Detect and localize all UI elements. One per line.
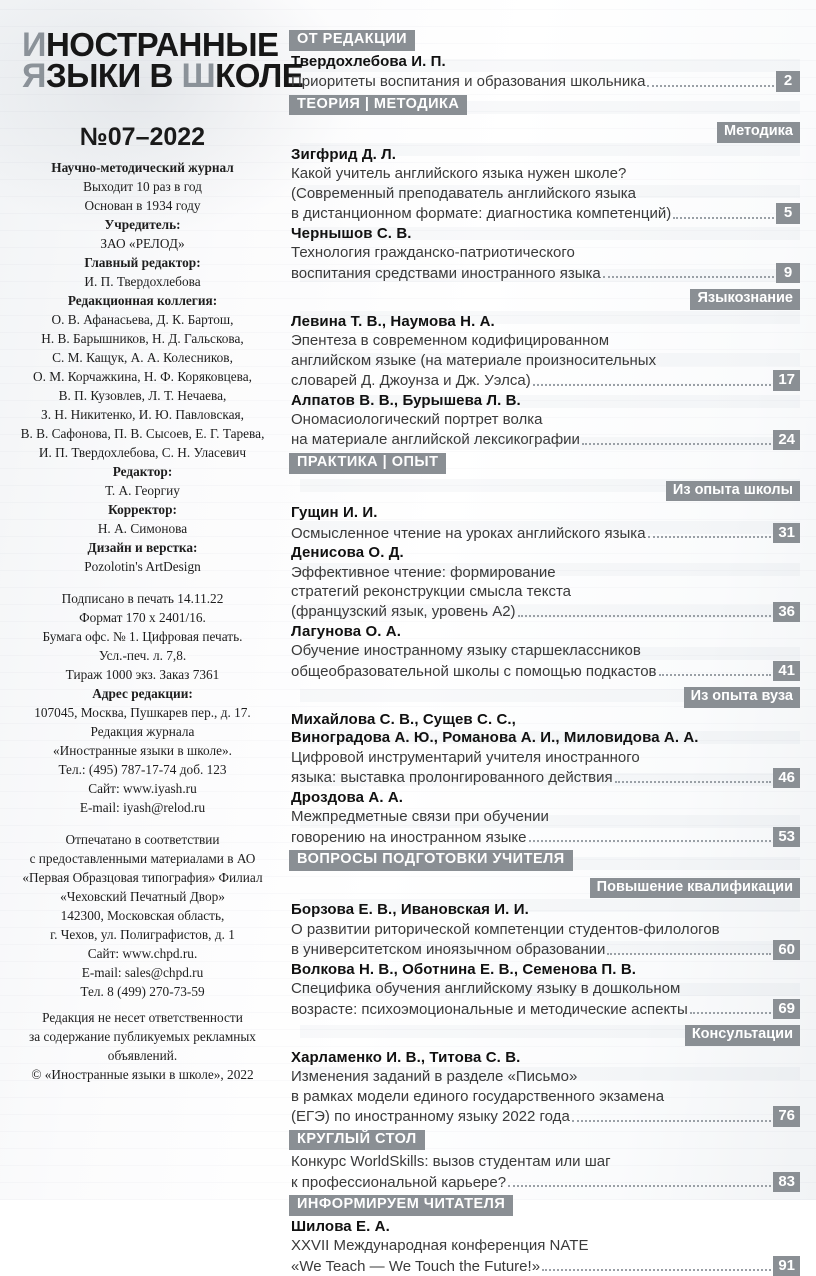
toc-entry-author-line: Зигфрид Д. Л.: [291, 145, 397, 163]
toc-entry-title-last-line: [291, 1256, 800, 1276]
toc-entry-title-line: Обучение иностранному языку старшеклассников: [291, 642, 641, 660]
editorial-board-member-line: З. Н. Никитенко, И. Ю. Павловская,: [41, 406, 244, 422]
toc-entry-page-number[interactable]: 2: [776, 71, 800, 91]
toc-entry-authors: [291, 711, 800, 748]
toc-entry-title-line: (ЕГЭ) по иностранному языку 2022 года: [291, 1108, 570, 1126]
toc-subsection-label: Консультации: [685, 1025, 800, 1046]
toc-entry[interactable]: [289, 1217, 800, 1276]
dot-leader: [607, 952, 771, 955]
toc-entry-authors: [291, 146, 800, 165]
toc-entry-author-line: Чернышов С. В.: [291, 224, 412, 242]
toc-section-header: ТЕОРИЯ | МЕТОДИКА: [289, 95, 467, 116]
toc-entry-title-line: воспитания средствами иностранного языка: [291, 264, 601, 282]
toc-entry-authors: [291, 1218, 800, 1237]
toc-subsection-label: Из опыта вуза: [684, 687, 800, 708]
toc-entry-title-line: на материале английской лексикографии: [291, 431, 580, 449]
toc-entry-authors: [291, 789, 800, 808]
toc-entry[interactable]: [289, 503, 800, 543]
toc-entry-title-last-line: [291, 602, 800, 622]
dot-leader: [603, 275, 774, 278]
toc-entry-title-last-line: [291, 661, 800, 681]
toc-entry-title-line: XXVII Международная конференция NATE: [291, 1237, 589, 1255]
proofreader-value: Н. А. Симонова: [97, 520, 188, 536]
toc-entry-title-last-line: [291, 523, 800, 543]
toc-entry[interactable]: [289, 543, 800, 622]
toc-entry-author-line: Левина Т. В., Наумова Н. А.: [291, 312, 495, 330]
printing-house-line-6: г. Чехов, ул. Полиграфистов, д. 1: [50, 926, 235, 942]
toc-entry-title: [291, 243, 800, 283]
toc-entry-authors: [291, 623, 800, 642]
editorial-website[interactable]: Сайт: www.iyash.ru: [88, 780, 197, 796]
copyright-notice: © «Иностранные языки в школе», 2022: [31, 1066, 254, 1082]
disclaimer-line-1: Редакция не несет ответственности: [42, 1009, 243, 1025]
toc-entry-title-last-line: [291, 827, 800, 847]
toc-entry-page-number[interactable]: 24: [773, 430, 800, 450]
toc-entry-title-line: к профессиональной карьере?: [291, 1173, 507, 1191]
dot-leader: [690, 1011, 771, 1014]
toc-entry-title-line: Эффективное чтение: формирование: [291, 563, 556, 581]
editorial-board-member-line: О. М. Корчажкина, Н. Ф. Коряковцева,: [33, 368, 252, 384]
toc-entry-title-line: английском языке (на материале произносительных: [291, 351, 657, 369]
issue-number: №07–2022: [79, 122, 206, 151]
toc-entry-title-line: словарей Д. Джоунза и Дж. Уэлса): [291, 372, 531, 389]
toc-entry-title: [291, 1236, 800, 1276]
toc-entry-title: [291, 748, 800, 788]
toc-entry-authors: [291, 313, 800, 332]
toc-entry-page-number[interactable]: 31: [773, 523, 800, 543]
toc-entry[interactable]: [289, 1151, 800, 1192]
toc-entry-title-last-line: [291, 71, 800, 91]
printing-house-line-1: Отпечатано в соответствии: [65, 831, 220, 847]
toc-entry-title-line: (французский язык, уровень А2): [291, 603, 516, 621]
logo-line-1-rest: НОСТРАННЫЕ: [45, 26, 279, 63]
dot-leader: [572, 1119, 772, 1122]
toc-entry-title-line: Специфика обучения английскому языку в дошкольном: [291, 980, 681, 998]
disclaimer-line-2: за содержание публикуемых рекламных: [29, 1028, 256, 1044]
toc-entry-title-line: в рамках модели единого государственного экзамена: [291, 1087, 665, 1105]
toc-subsection-label: Из опыта школы: [666, 481, 800, 502]
toc-entry-title-line: общеобразовательной школы с помощью подкастов: [291, 662, 657, 680]
toc-entry[interactable]: [289, 900, 800, 959]
toc-section-header: ОТ РЕДАКЦИИ: [289, 30, 415, 51]
editorial-address-street: 107045, Москва, Пушкарев пер., д. 17.: [34, 704, 251, 720]
logo-accent-letter-ya: Я: [22, 57, 46, 96]
toc-subsection-row: [289, 289, 800, 310]
toc-entry-title-line: О развитии риторической компетенции студентов-филологов: [291, 921, 720, 939]
editor-label: Редактор:: [112, 463, 173, 479]
logo-line-2-rest: КОЛЕ: [215, 57, 304, 95]
toc-entry-title-last-line: [291, 430, 800, 450]
printing-house-line-5: 142300, Московская область,: [60, 907, 225, 923]
toc-entry-title-line: Технология гражданско-патриотического: [291, 244, 575, 262]
logo-line-2-mid: ЗЫКИ В: [45, 57, 182, 95]
dot-leader: [542, 1268, 771, 1271]
toc-subsection-row: [289, 687, 800, 708]
proofreader-label: Корректор:: [108, 501, 177, 517]
toc-entry-title-last-line: [291, 999, 800, 1019]
toc-entry-title-line: в дистанционном формате: диагностика компетенций): [291, 205, 672, 223]
editor-in-chief-label: Главный редактор:: [84, 254, 201, 270]
dot-leader: [673, 216, 774, 219]
publication-frequency: Выходит 10 раз в год: [83, 178, 202, 194]
toc-entry-title-line: Приоритеты воспитания и образования школьника: [291, 73, 646, 90]
printing-house-website[interactable]: Сайт: www.chpd.ru.: [87, 945, 198, 961]
printing-house-line-2: с предоставленными материалами в АО: [29, 850, 256, 866]
logo-accent-letter-sha: Ш: [181, 57, 216, 96]
circulation-and-order: Тираж 1000 экз. Заказ 7361: [65, 666, 220, 682]
editorial-board-member-line: О. В. Афанасьева, Д. К. Бартош,: [51, 311, 234, 327]
toc-entry-page-number[interactable]: 91: [773, 1256, 800, 1276]
toc-entry-author-line: Волкова Н. В., Оботнина Е. В., Семенова П. В.: [291, 960, 637, 978]
toc-entry-title-line: Цифровой инструментарий учителя иностранного: [291, 749, 640, 767]
toc-entry-author-line: Алпатов В. В., Бурышева Л. В.: [291, 391, 521, 409]
toc-entry-title-last-line: [291, 263, 800, 283]
toc-entry-title-line: Изменения заданий в разделе «Письмо»: [291, 1068, 578, 1086]
toc-entry[interactable]: [289, 312, 800, 391]
toc-entry-title-last-line: [291, 1106, 800, 1126]
dot-leader: [615, 780, 772, 783]
toc-entry[interactable]: [289, 960, 800, 1019]
toc-entry-title-last-line: [291, 370, 800, 390]
print-format: Формат 170 x 2401/16.: [79, 609, 206, 625]
toc-entry-title: [291, 71, 800, 91]
editorial-board-member-line: С. М. Кащук, А. А. Колесников,: [52, 349, 233, 365]
toc-entry-author-line: Лагунова О. А.: [291, 622, 401, 640]
paper-type: Бумага офс. № 1. Цифровая печать.: [42, 628, 243, 644]
toc-entry-title-line: Межпредметные связи при обучении: [291, 808, 549, 826]
printing-house-line-3: «Первая Образцовая типография» Филиал: [22, 869, 263, 885]
toc-entry[interactable]: [289, 622, 800, 681]
toc-entry-page-number[interactable]: 9: [776, 263, 800, 283]
dot-leader: [518, 614, 772, 617]
toc-section-header: КРУГЛЫЙ СТОЛ: [289, 1130, 425, 1151]
toc-entry-title-line: (Современный преподаватель английского языка: [291, 184, 637, 202]
dot-leader: [533, 383, 772, 386]
toc-entry-title: [291, 1067, 800, 1126]
toc-entry-title-line: «We Teach — We Touch the Future!»: [291, 1257, 541, 1275]
toc-entry-title: [291, 807, 800, 847]
toc-entry-title: [291, 523, 800, 543]
toc-entry-title: [291, 641, 800, 681]
toc-entry-authors: [291, 901, 800, 920]
editorial-email[interactable]: E-mail: iyash@relod.ru: [79, 799, 206, 815]
toc-entry-title-line: языка: выставка пролонгированного действия: [291, 769, 613, 787]
toc-entry-title-line: Ономасиологический портрет волка: [291, 411, 543, 429]
dot-leader: [529, 839, 772, 842]
toc-entry-authors: [291, 1049, 800, 1068]
toc-subsection-label: Методика: [717, 122, 800, 143]
toc-entry-author-line: Харламенко И. В., Титова С. В.: [291, 1048, 521, 1066]
toc-entry[interactable]: [289, 788, 800, 847]
printing-house-email[interactable]: E-mail: sales@chpd.ru: [81, 964, 204, 980]
printing-house-phone: Тел. 8 (499) 270-73-59: [80, 983, 205, 999]
toc-subsection-row: [289, 878, 800, 899]
founder-label: Учредитель:: [104, 216, 181, 232]
toc-entry-author-line: Твердохлебова И. П.: [291, 52, 446, 70]
toc-entry-authors: [291, 961, 800, 980]
toc-entry-title-last-line: [291, 940, 800, 960]
editor-value: Т. А. Георгиу: [105, 482, 180, 498]
toc-entry-page-number[interactable]: 36: [773, 602, 800, 622]
toc-entry-title: [291, 920, 800, 960]
toc-entry-page-number[interactable]: 76: [773, 1106, 800, 1126]
toc-entry-title-line: Осмысленное чтение на уроках английского языка: [291, 524, 646, 542]
toc-entry-authors: [291, 225, 800, 244]
toc-entry-page-number[interactable]: 83: [773, 1172, 800, 1192]
toc-entry-author-line: Гущин И. И.: [291, 504, 378, 522]
toc-entry-page-number[interactable]: 60: [773, 940, 800, 960]
dot-leader: [659, 673, 772, 676]
toc-entry-title: [291, 410, 800, 450]
toc-entry-page-number[interactable]: 17: [773, 370, 800, 390]
toc-entry-page-number[interactable]: 53: [773, 827, 800, 847]
editorial-board-member-line: В. В. Сафонова, П. В. Сысоев, Е. Г. Тарева,: [20, 425, 265, 441]
editorial-board-member-line: И. П. Твердохлебова, С. Н. Уласевич: [38, 444, 247, 460]
signed-to-print-date: Подписано в печать 14.11.22: [61, 590, 224, 606]
toc-entry-title: [291, 563, 800, 622]
toc-entry-title-last-line: [291, 768, 800, 788]
founding-year: Основан в 1934 году: [84, 197, 201, 213]
toc-entry-title-last-line: [291, 203, 800, 223]
journal-logo: [14, 26, 304, 96]
editorial-address-label: Адрес редакции:: [92, 685, 193, 701]
dot-leader: [582, 442, 771, 445]
design-value: Pozolotin's ArtDesign: [84, 558, 201, 574]
toc-entry-title: [291, 331, 800, 390]
toc-entry-authors: [291, 392, 800, 411]
editorial-board-label: Редакционная коллегия:: [67, 292, 218, 308]
toc-entry-authors: [291, 544, 800, 563]
toc-entry-title: [291, 1152, 800, 1192]
editorial-phone: Тел.: (495) 787-17-74 доб. 123: [58, 761, 227, 777]
toc-section-header: ИНФОРМИРУЕМ ЧИТАТЕЛЯ: [289, 1195, 513, 1216]
toc-entry-title-line: Эпентеза в современном кодифицированном: [291, 332, 610, 350]
toc-subsection-row: [289, 481, 800, 502]
design-label: Дизайн и верстка:: [87, 539, 198, 555]
toc-entry[interactable]: [289, 391, 800, 450]
toc-entry-title-line: Конкурс WorldSkills: вызов студентам или шаг: [291, 1153, 611, 1171]
toc-section-header: ПРАКТИКА | ОПЫТ: [289, 453, 446, 474]
toc-entry-authors: [291, 504, 800, 523]
toc-entry-title: [291, 979, 800, 1019]
toc-entry-page-number[interactable]: 69: [773, 999, 800, 1019]
toc-entry-author-line: Шилова Е. А.: [291, 1217, 390, 1235]
editorial-board-member-line: В. П. Кузовлев, Л. Т. Нечаева,: [58, 387, 227, 403]
editor-in-chief-value: И. П. Твердохлебова: [84, 273, 201, 289]
toc-entry-author-line: Дроздова А. А.: [291, 788, 404, 806]
dot-leader: [508, 1184, 771, 1187]
toc-entry-page-number[interactable]: 5: [776, 203, 800, 223]
founder-value: ЗАО «РЕЛОД»: [100, 235, 185, 251]
logo-line-2: [22, 57, 304, 96]
toc-entry-page-number[interactable]: 46: [773, 768, 800, 788]
toc-entry-author-line: Михайлова С. В., Сущев С. С.,: [291, 710, 516, 728]
toc-entry-title: [291, 164, 800, 223]
toc-entry[interactable]: [289, 224, 800, 283]
logo-accent-letter-i: И: [22, 26, 46, 64]
toc-entry-page-number[interactable]: 41: [773, 661, 800, 681]
toc-subsection-row: [289, 1025, 800, 1046]
toc-entry-title-line: Какой учитель английского языка нужен школе?: [291, 165, 627, 183]
toc-entry-title-line: возрасте: психоэмоциональные и методические аспекты: [291, 1000, 688, 1018]
toc-subsection-row: [289, 122, 800, 143]
masthead-column: [0, 0, 304, 1200]
toc-entry-title-line: говорению на иностранном языке: [291, 828, 527, 846]
toc-section-header: ВОПРОСЫ ПОДГОТОВКИ УЧИТЕЛЯ: [289, 850, 573, 871]
toc-entry[interactable]: [289, 1048, 800, 1127]
journal-subtitle: Научно-методический журнал: [51, 159, 234, 175]
dot-leader: [648, 535, 772, 538]
toc-entry[interactable]: [289, 52, 800, 92]
editorial-org-line-1: Редакция журнала: [90, 723, 195, 739]
toc-entry-title-last-line: [291, 1172, 800, 1192]
toc-entry-author-line: Денисова О. Д.: [291, 544, 404, 561]
disclaimer-line-3: объявлений.: [107, 1047, 178, 1063]
table-of-contents: [285, 0, 816, 1275]
toc-subsection-label: Повышение квалификации: [590, 878, 800, 899]
toc-entry-authors: [291, 53, 800, 72]
printed-sheets: Усл.-печ. л. 7,8.: [98, 647, 187, 663]
toc-entry-author-line: Виноградова А. Ю., Романова А. И., Миловидова А. А.: [291, 729, 699, 747]
toc-entry-title-line: в университетском иноязычном образовании: [291, 941, 606, 959]
toc-subsection-label: Языкознание: [690, 289, 800, 310]
editorial-board-member-line: Н. В. Барышников, Н. Д. Гальскова,: [41, 330, 244, 346]
toc-entry-author-line: Борзова Е. В., Ивановская И. И.: [291, 901, 529, 919]
printing-house-line-4: «Чеховский Печатный Двор»: [60, 888, 225, 904]
editorial-org-line-2: «Иностранные языки в школе».: [53, 742, 232, 758]
toc-entry[interactable]: [289, 145, 800, 224]
toc-entry-title-line: стратегий реконструкции смысла текста: [291, 583, 572, 601]
dot-leader: [647, 84, 774, 87]
toc-entry[interactable]: [289, 710, 800, 788]
